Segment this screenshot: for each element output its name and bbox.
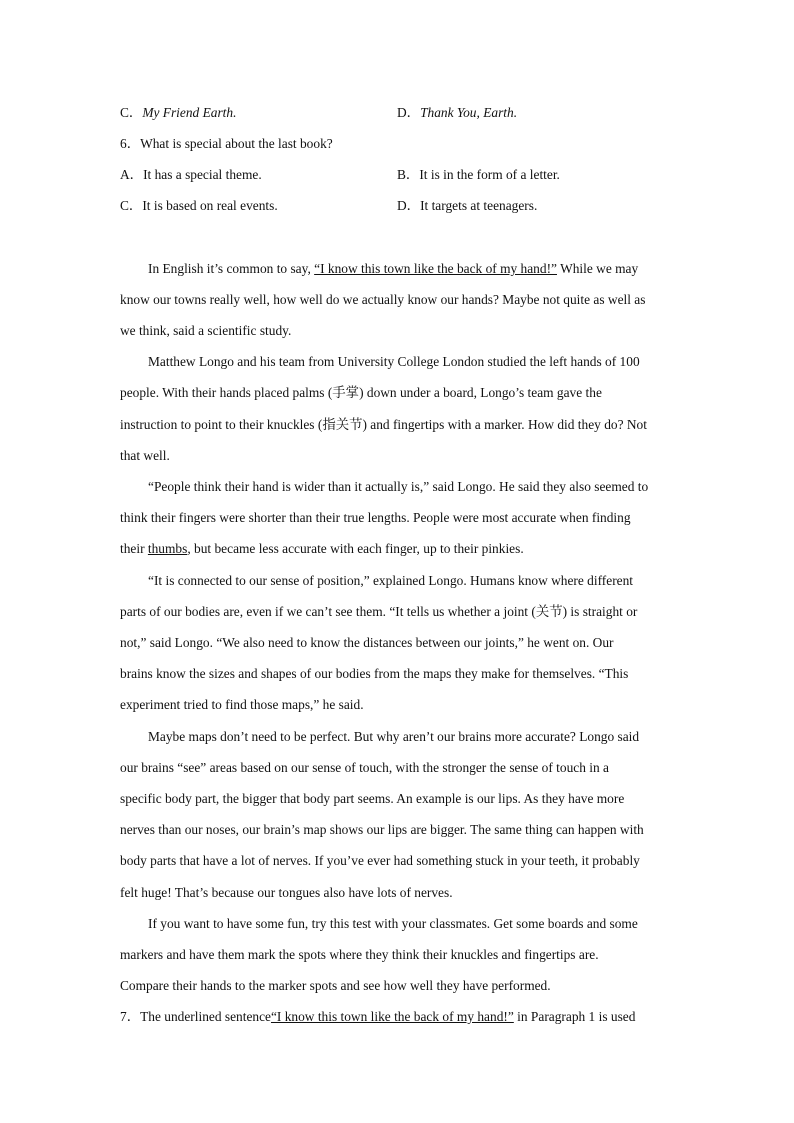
option-letter: A． [120, 167, 144, 182]
text-run: While we may [556, 261, 639, 276]
p3-line-3 [120, 540, 524, 558]
p6-line-2: markers and have them mark the spots where they think their knuckles and fingertips are. [120, 947, 599, 962]
p3-line-1: “People think their hand is wider than it actually is,” said Longo. He said they also seemed to [148, 479, 649, 494]
text-run: in Paragraph 1 is used [513, 1009, 636, 1024]
p5-line-4: nerves than our noses, our brain’s map shows our lips are bigger. The same thing can happen with [120, 822, 644, 837]
option-letter: D． [397, 198, 421, 213]
question-number: 7． [120, 1009, 141, 1024]
option-text: It targets at teenagers. [420, 198, 538, 213]
q6-stem [120, 135, 333, 153]
p5-line-6: felt huge! That’s because our tongues also have lots of nerves. [120, 885, 453, 900]
option-text: It is in the form of a letter. [419, 167, 560, 182]
p5-line-5: body parts that have a lot of nerves. If you’ve ever had something stuck in your teeth, it probably [120, 853, 640, 868]
option-text: It has a special theme. [143, 167, 262, 182]
question-number: 6． [120, 136, 141, 151]
p5-line-1: Maybe maps don’t need to be perfect. But why aren’t our brains more accurate? Longo said [148, 729, 640, 744]
underlined-word: thumbs [147, 541, 188, 556]
p1-line-1 [148, 260, 638, 278]
p2-line-4: that well. [120, 448, 170, 463]
p1-line-2: know our towns really well, how well do we actually know our hands? Maybe not quite as well as [120, 292, 646, 307]
p2-line-2: people. With their hands placed palms (手掌) down under a board, Longo’s team gave the [120, 385, 602, 400]
question-text: What is special about the last book? [140, 136, 333, 151]
text-run: The underlined sentence [140, 1009, 271, 1024]
q6-option-b [397, 166, 560, 184]
q7-stem [120, 1008, 635, 1026]
option-text: Thank You, Earth. [420, 105, 518, 120]
q5-option-d [397, 104, 517, 122]
q6-option-a [120, 166, 262, 184]
option-text: It is based on real events. [142, 198, 278, 213]
p4-line-1: “It is connected to our sense of position,” explained Longo. Humans know where different [148, 573, 634, 588]
p2-line-1: Matthew Longo and his team from University College London studied the left hands of 100 [148, 354, 640, 369]
q6-option-d [397, 197, 537, 215]
option-letter: C． [120, 105, 143, 120]
text-run: , but became less accurate with each finger, up to their pinkies. [187, 541, 524, 556]
text-run: In English it’s common to say, [148, 261, 315, 276]
p6-line-1: If you want to have some fun, try this test with your classmates. Get some boards and some [148, 916, 638, 931]
p1-line-3: we think, said a scientific study. [120, 323, 292, 338]
q5-option-c [120, 104, 236, 122]
p5-line-3: specific body part, the bigger that body part seems. An example is our lips. As they have more [120, 791, 625, 806]
p4-line-4: brains know the sizes and shapes of our bodies from the maps they make for themselves. “This [120, 666, 629, 681]
p5-line-2: our brains “see” areas based on our sense of touch, with the stronger the sense of touch in a [120, 760, 609, 775]
p4-line-5: experiment tried to find those maps,” he said. [120, 697, 364, 712]
option-letter: C． [120, 198, 143, 213]
p3-line-2: think their fingers were shorter than their true lengths. People were most accurate when finding [120, 510, 631, 525]
p4-line-3: not,” said Longo. “We also need to know the distances between our joints,” he went on. Our [120, 635, 614, 650]
p4-line-2: parts of our bodies are, even if we can’t see them. “It tells us whether a joint (关节) is straight or [120, 604, 638, 619]
option-letter: D． [397, 105, 421, 120]
underlined-sentence: “I know this town like the back of my hand!” [314, 261, 557, 276]
p6-line-3: Compare their hands to the marker spots and see how well they have performed. [120, 978, 551, 993]
text-run: their [120, 541, 148, 556]
p2-line-3: instruction to point to their knuckles (指关节) and fingertips with a marker. How did they do? Not [120, 417, 647, 432]
option-text: My Friend Earth. [142, 105, 237, 120]
option-letter: B． [397, 167, 420, 182]
underlined-sentence: “I know this town like the back of my hand!” [270, 1009, 514, 1024]
q6-option-c [120, 197, 278, 215]
